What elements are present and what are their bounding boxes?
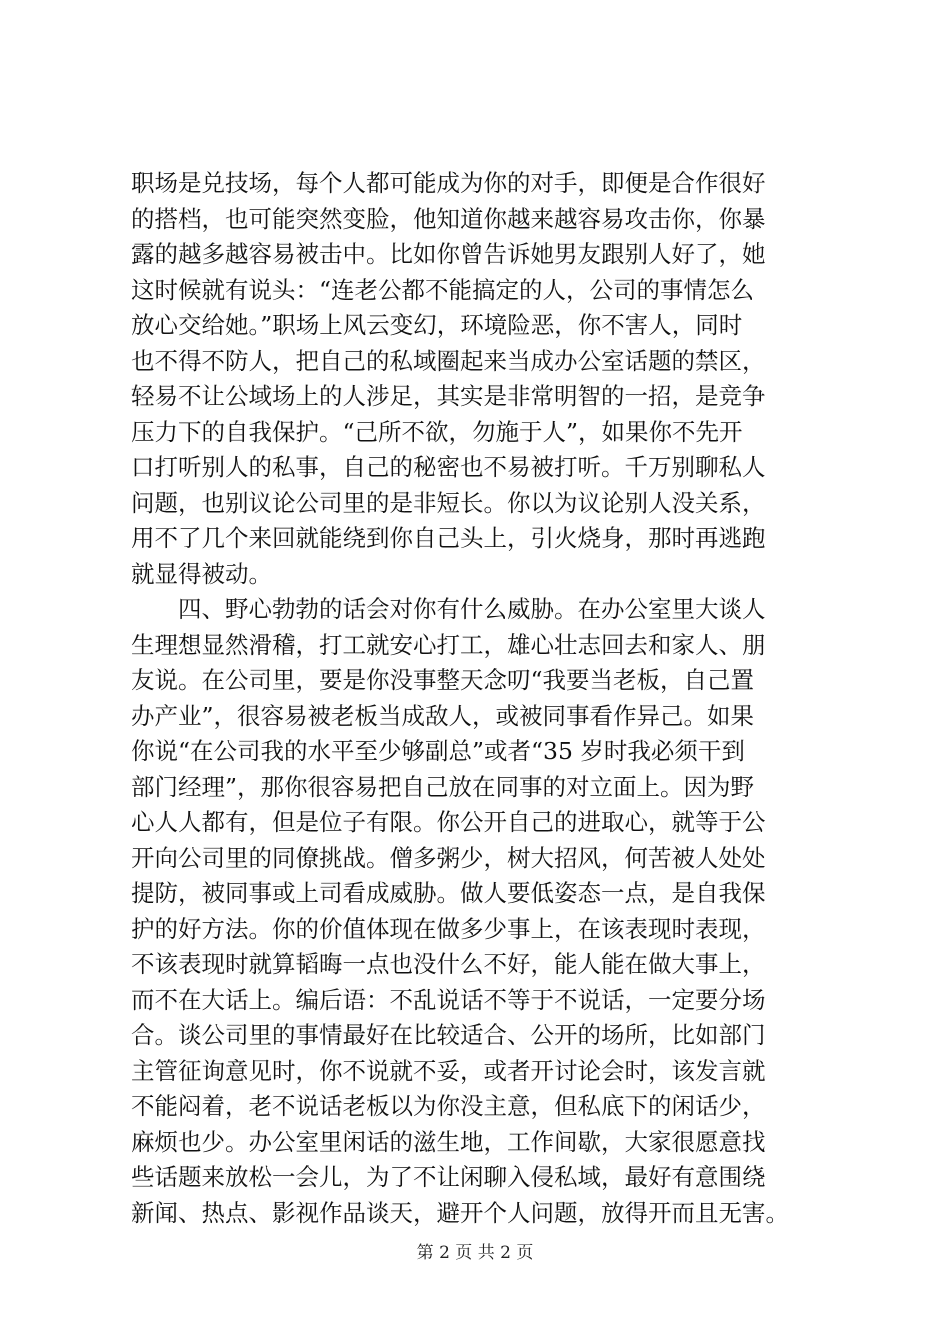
text-line: 麻烦也少。办公室里闲话的滋生地，工作间歇，大家很愿意找 <box>131 1127 766 1156</box>
text-line: 心人人都有，但是位子有限。你公开自己的进取心，就等于公 <box>131 808 766 836</box>
text-line: 友说。在公司里，要是你没事整天念叨“我要当老板，自己置 <box>131 666 755 694</box>
text-line: 放心交给她。”职场上风云变幻，环境险恶，你不害人，同时 <box>131 311 743 339</box>
body-text <box>131 166 831 1231</box>
text-line: 四、野心勃勃的话会对你有什么威胁。在办公室里大谈人 <box>131 595 766 623</box>
text-line: 而不在大话上。编后语：不乱说话不等于不说话，一定要分场 <box>131 985 766 1014</box>
text-line: 些话题来放松一会儿，为了不让闲聊入侵私域，最好有意围绕 <box>131 1163 766 1191</box>
text-line: 用不了几个来回就能绕到你自己头上，引火烧身，那时再逃跑 <box>131 524 766 552</box>
text-line: 新闻、热点、影视作品谈天，避开个人问题，放得开而且无害。 <box>131 1198 789 1227</box>
text-line: 不该表现时就算韬晦一点也没什么不好，能人能在做大事上， <box>131 950 766 978</box>
text-line: 问题，也别议论公司里的是非短长。你以为议论别人没关系， <box>131 488 766 517</box>
text-line: 不能闷着，老不说话老板以为你没主意，但私底下的闲话少， <box>131 1092 766 1120</box>
text-line: 开向公司里的同僚挑战。僧多粥少，树大招风，何苦被人处处 <box>131 843 766 872</box>
text-line: 口打听别人的私事，自己的秘密也不易被打听。千万别聊私人 <box>131 453 766 481</box>
text-line: 轻易不让公域场上的人涉足，其实是非常明智的一招，是竞争 <box>131 382 766 410</box>
text-line: 生理想显然滑稽，打工就安心打工，雄心壮志回去和家人、朋 <box>131 630 766 659</box>
text-line: 露的越多越容易被击中。比如你曾告诉她男友跟别人好了，她 <box>131 240 766 268</box>
text-line: 提防，被同事或上司看成威胁。做人要低姿态一点，是自我保 <box>131 879 766 907</box>
text-line: 压力下的自我保护。“己所不欲，勿施于人”，如果你不先开 <box>131 417 743 446</box>
text-line: 部门经理”，那你很容易把自己放在同事的对立面上。因为野 <box>131 772 755 801</box>
text-line: 的搭档，也可能突然变脸，他知道你越来越容易攻击你，你暴 <box>131 204 766 233</box>
text-line: 就显得被动。 <box>131 559 272 588</box>
text-line: 这时候就有说头：“连老公都不能搞定的人，公司的事情怎么 <box>131 275 755 304</box>
text-line: 职场是兑技场，每个人都可能成为你的对手，即便是合作很好 <box>131 169 766 197</box>
text-line: 也不得不防人，把自己的私域圈起来当成办公室话题的禁区， <box>131 346 766 375</box>
text-line: 护的好方法。你的价值体现在做多少事上，在该表现时表现， <box>131 914 766 943</box>
text-line: 主管征询意见时，你不说就不妥，或者开讨论会时，该发言就 <box>131 1056 766 1085</box>
text-line: 合。谈公司里的事情最好在比较适合、公开的场所，比如部门 <box>131 1021 766 1049</box>
text-line: 办产业”，很容易被老板当成敌人，或被同事看作异己。如果 <box>131 701 755 730</box>
text-line: 你说“在公司我的水平至少够副总”或者“35 岁时我必须干到 <box>131 737 745 765</box>
page-footer: 第 2 页 共 2 页 <box>416 1243 534 1263</box>
